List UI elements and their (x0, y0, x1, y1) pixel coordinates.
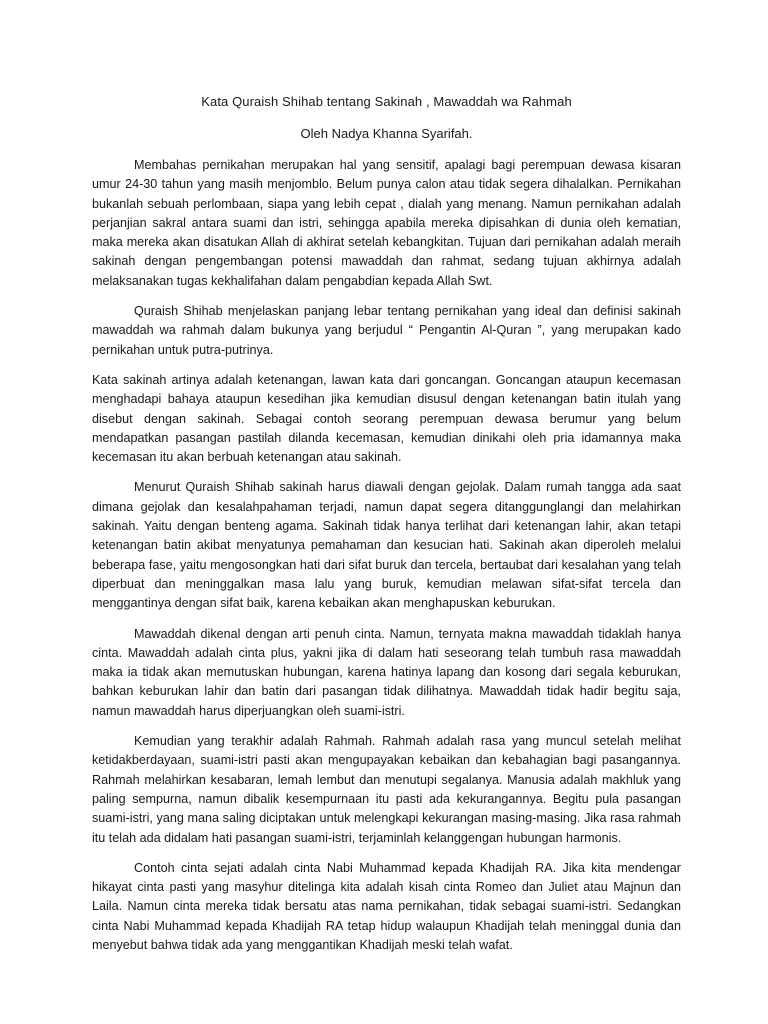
paragraph-sakinah-definition: Kata sakinah artinya adalah ketenangan, lawan kata dari goncangan. Goncangan ataupun kecemasan menghadapi bahaya ataupun kesedihan jika kemudian disusul dengan ketenangan batin itulah yang disebut dengan sakinah. Sebagai contoh seorang perempuan dewasa berumur yang belum mendapatkan pasangan pastilah dilanda kecemasan, kemudian dinikahi oleh pria idamannya maka kecemasan itu akan berbuah ketenangan atau sakinah. (92, 372, 681, 465)
paragraph-sakinah-gejolak: Menurut Quraish Shihab sakinah harus diawali dengan gejolak. Dalam rumah tangga ada saat dimana gejolak dan kesalahpahaman terjadi, namun dapat segera ditanggunglangi dan melahirkan sakinah. Yaitu dengan benteng agama. Sakinah tidak hanya terlihat dari ketenangan lahir, akan tetapi ketenangan batin akibat menyatunya pemahaman dan kesucian hati. Sakinah akan diperoleh melalui beberapa fase, yaitu mengosongkan hati dari sifat buruk dan tercela, bertaubat dari kesalahan yang telah diperbuat dan meninggalkan masa lalu yang buruk, kemudian melawan sifat-sifat tercela dan menggantinya dengan sifat baik, karena kebaikan akan menghapuskan keburukan. (92, 480, 681, 611)
paragraph-intro: Membahas pernikahan merupakan hal yang sensitif, apalagi bagi perempuan dewasa kisaran umur 24-30 tahun yang masih menjomblo. Belum punya calon atau tidak segera dihalalkan. Pernikahan bukanlah sebuah perlombaan, siapa yang lebih cepat , dialah yang menang. Namun pernikahan adalah perjanjian sakral antara suami dan istri, sehingga apabila mereka dipisahkan di dunia oleh kematian, maka mereka akan disatukan Allah di akhirat setelah kebangkitan. Tujuan dari pernikahan adalah meraih sakinah dengan pengembangan potensi mawaddah dan rahmat, sedang tujuan akhirnya adalah melaksanakan tugas kekhalifahan dalam pengabdian kepada Allah Swt. (92, 158, 681, 288)
author-byline: Oleh Nadya Khanna Syarifah. (300, 126, 473, 141)
paragraph-mawaddah: Mawaddah dikenal dengan arti penuh cinta. Namun, ternyata makna mawaddah tidaklah hanya cinta. Mawaddah adalah cinta plus, yakni jika di dalam hati seseorang telah tumbuh rasa mawaddah maka ia tidak akan memutuskan hubungan, karena hatinya lapang dan kosong dari segala keburukan, bahkan keburukan lahir dan batin dari pasangan tidak dilihatnya. Mawaddah tidak hadir begitu saja, namun mawaddah harus diperjuangkan oleh suami-istri. (92, 626, 681, 718)
paragraph-rahmah: Kemudian yang terakhir adalah Rahmah. Rahmah adalah rasa yang muncul setelah melihat ketidakberdayaan, suami-istri pasti akan mengupayakan kebaikan dan kebahagian bagi pasangannya. Rahmah melahirkan kesabaran, lemah lembut dan menutupi segalanya. Manusia adalah makhluk yang paling sempurna, namun dibalik kesempurnaan itu pasti ada kekurangannya. Begitu pula pasangan suami-istri, yang mana saling diciptakan untuk melengkapi kekurangan masing-masing. Jika rasa rahmah itu telah ada didalam hati pasangan suami-istri, terjaminlah kelanggengan hubungan harmonis. (92, 734, 681, 845)
document-page (92, 92, 681, 966)
paragraph-quraish-shihab: Quraish Shihab menjelaskan panjang lebar tentang pernikahan yang ideal dan definisi sakinah mawaddah wa rahmah dalam bukunya yang berjudul “ Pengantin Al-Quran ”, yang merupakan kado pernikahan untuk putra-putrinya. (92, 304, 681, 357)
paragraph-contoh-cinta: Contoh cinta sejati adalah cinta Nabi Muhammad kepada Khadijah RA. Jika kita mendengar hikayat cinta pasti yang masyhur ditelinga kita adalah kisah cinta Romeo dan Juliet atau Majnun dan Laila. Namun cinta mereka tidak bersatu atas nama pernikahan, tidak sebagai suami-istri. Sedangkan cinta Nabi Muhammad kepada Khadijah RA tetap hidup walaupun Khadijah telah meninggal dunia dan menyebut bahwa tidak ada yang menggantikan Khadijah meski telah wafat. (92, 860, 681, 952)
document-title: Kata Quraish Shihab tentang Sakinah , Mawaddah wa Rahmah (201, 94, 572, 109)
